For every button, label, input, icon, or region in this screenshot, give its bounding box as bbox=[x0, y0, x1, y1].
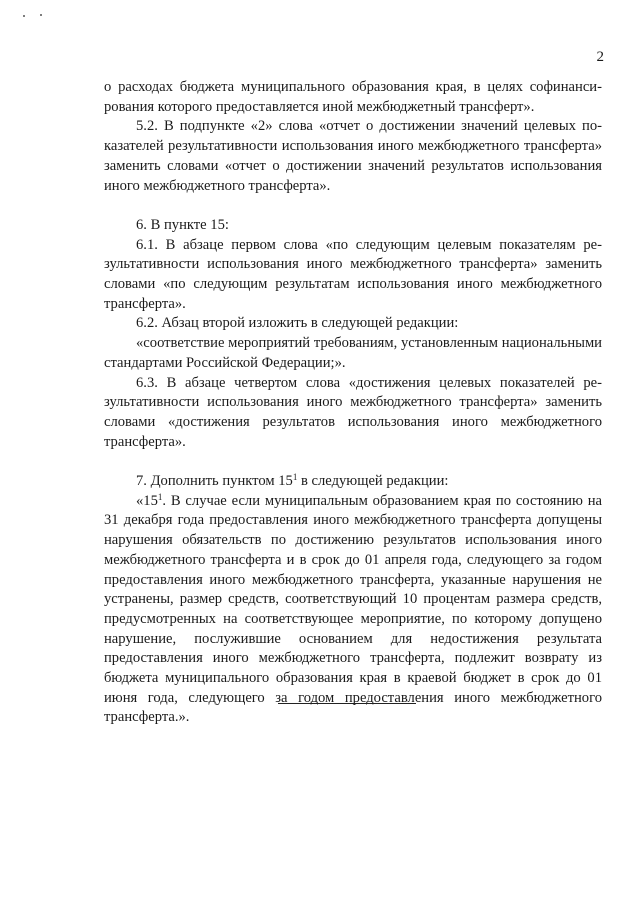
paragraph-5-2: 5.2. В подпункте «2» слова «отчет о достижении значений целевых показателей результативности использования иного межбюджетного трансферта» заменить словами «отчет о достижении значений результатов использования иного межбюджетного трансферта». bbox=[104, 118, 602, 194]
paragraph-15-1-text: . В случае если муниципальным образованием края по состоянию на 31 декабря года предоставления иного межбюджетного трансферта допущены нарушения обязательств по достижению результатов использования иного межбюджетного трансферта и в срок до 01 апреля года, следующего за годом предоставления иного межбюджетного трансферта, указанные нарушения не устранены, размер средств, соответствующий 10 процентам размера средств, предусмотренных на соответствующее мероприятие, по которому допущено нарушение, послужившие основанием для недостижения результата предоставления иного межбюджетного трансферта, подлежит возврату из бюджета муниципального образования края в краевой бюджет в срок до 01 июня года, следующего за годом предоставления иного межбюджетного трансферта.». bbox=[104, 492, 602, 726]
paragraph-continuation: о расходах бюджета муниципального образования края, в целях софинансирования которого предоставляется иной межбюджетный трансферт». bbox=[104, 79, 602, 115]
paragraph-7-suffix: в следующей редакции: bbox=[297, 473, 449, 490]
paragraph-gap bbox=[104, 196, 602, 216]
paragraph-7 bbox=[104, 472, 602, 492]
paragraph-6: 6. В пункте 15: bbox=[136, 216, 229, 233]
paragraph-15-1-superscript: 1 bbox=[157, 491, 163, 502]
paragraph-6-3: 6.3. В абзаце четвертом слова «достижения целевых показателей результативности использования иного межбюджетного трансферта» заменить словами «достижения результатов использования иного межбюджетного трансферта». bbox=[104, 374, 602, 450]
paragraph-6-1: 6.1. В абзаце первом слова «по следующим целевым показателям результативности использования иного межбюджетного трансферта» заменить словами «по следующим результатам использования иного межбюджетного трансферта». bbox=[104, 236, 602, 312]
paragraph-15-1 bbox=[104, 492, 602, 728]
document-body bbox=[104, 78, 602, 728]
scan-speck bbox=[40, 14, 42, 16]
scan-speck bbox=[23, 15, 25, 17]
paragraph-7-prefix: 7. Дополнить пунктом 15 bbox=[136, 473, 293, 490]
closing-rule-line bbox=[278, 703, 416, 704]
page-number: 2 bbox=[596, 49, 604, 65]
paragraph-gap bbox=[104, 452, 602, 472]
paragraph-15-1-prefix: «15 bbox=[136, 492, 158, 509]
paragraph-6-2-text: «соответствие мероприятий требованиям, установленным национальными стандартами Российской Федерации;». bbox=[104, 335, 602, 371]
paragraph-6-2: 6.2. Абзац второй изложить в следующей редакции: bbox=[136, 315, 459, 332]
paragraph-7-superscript: 1 bbox=[292, 472, 298, 483]
